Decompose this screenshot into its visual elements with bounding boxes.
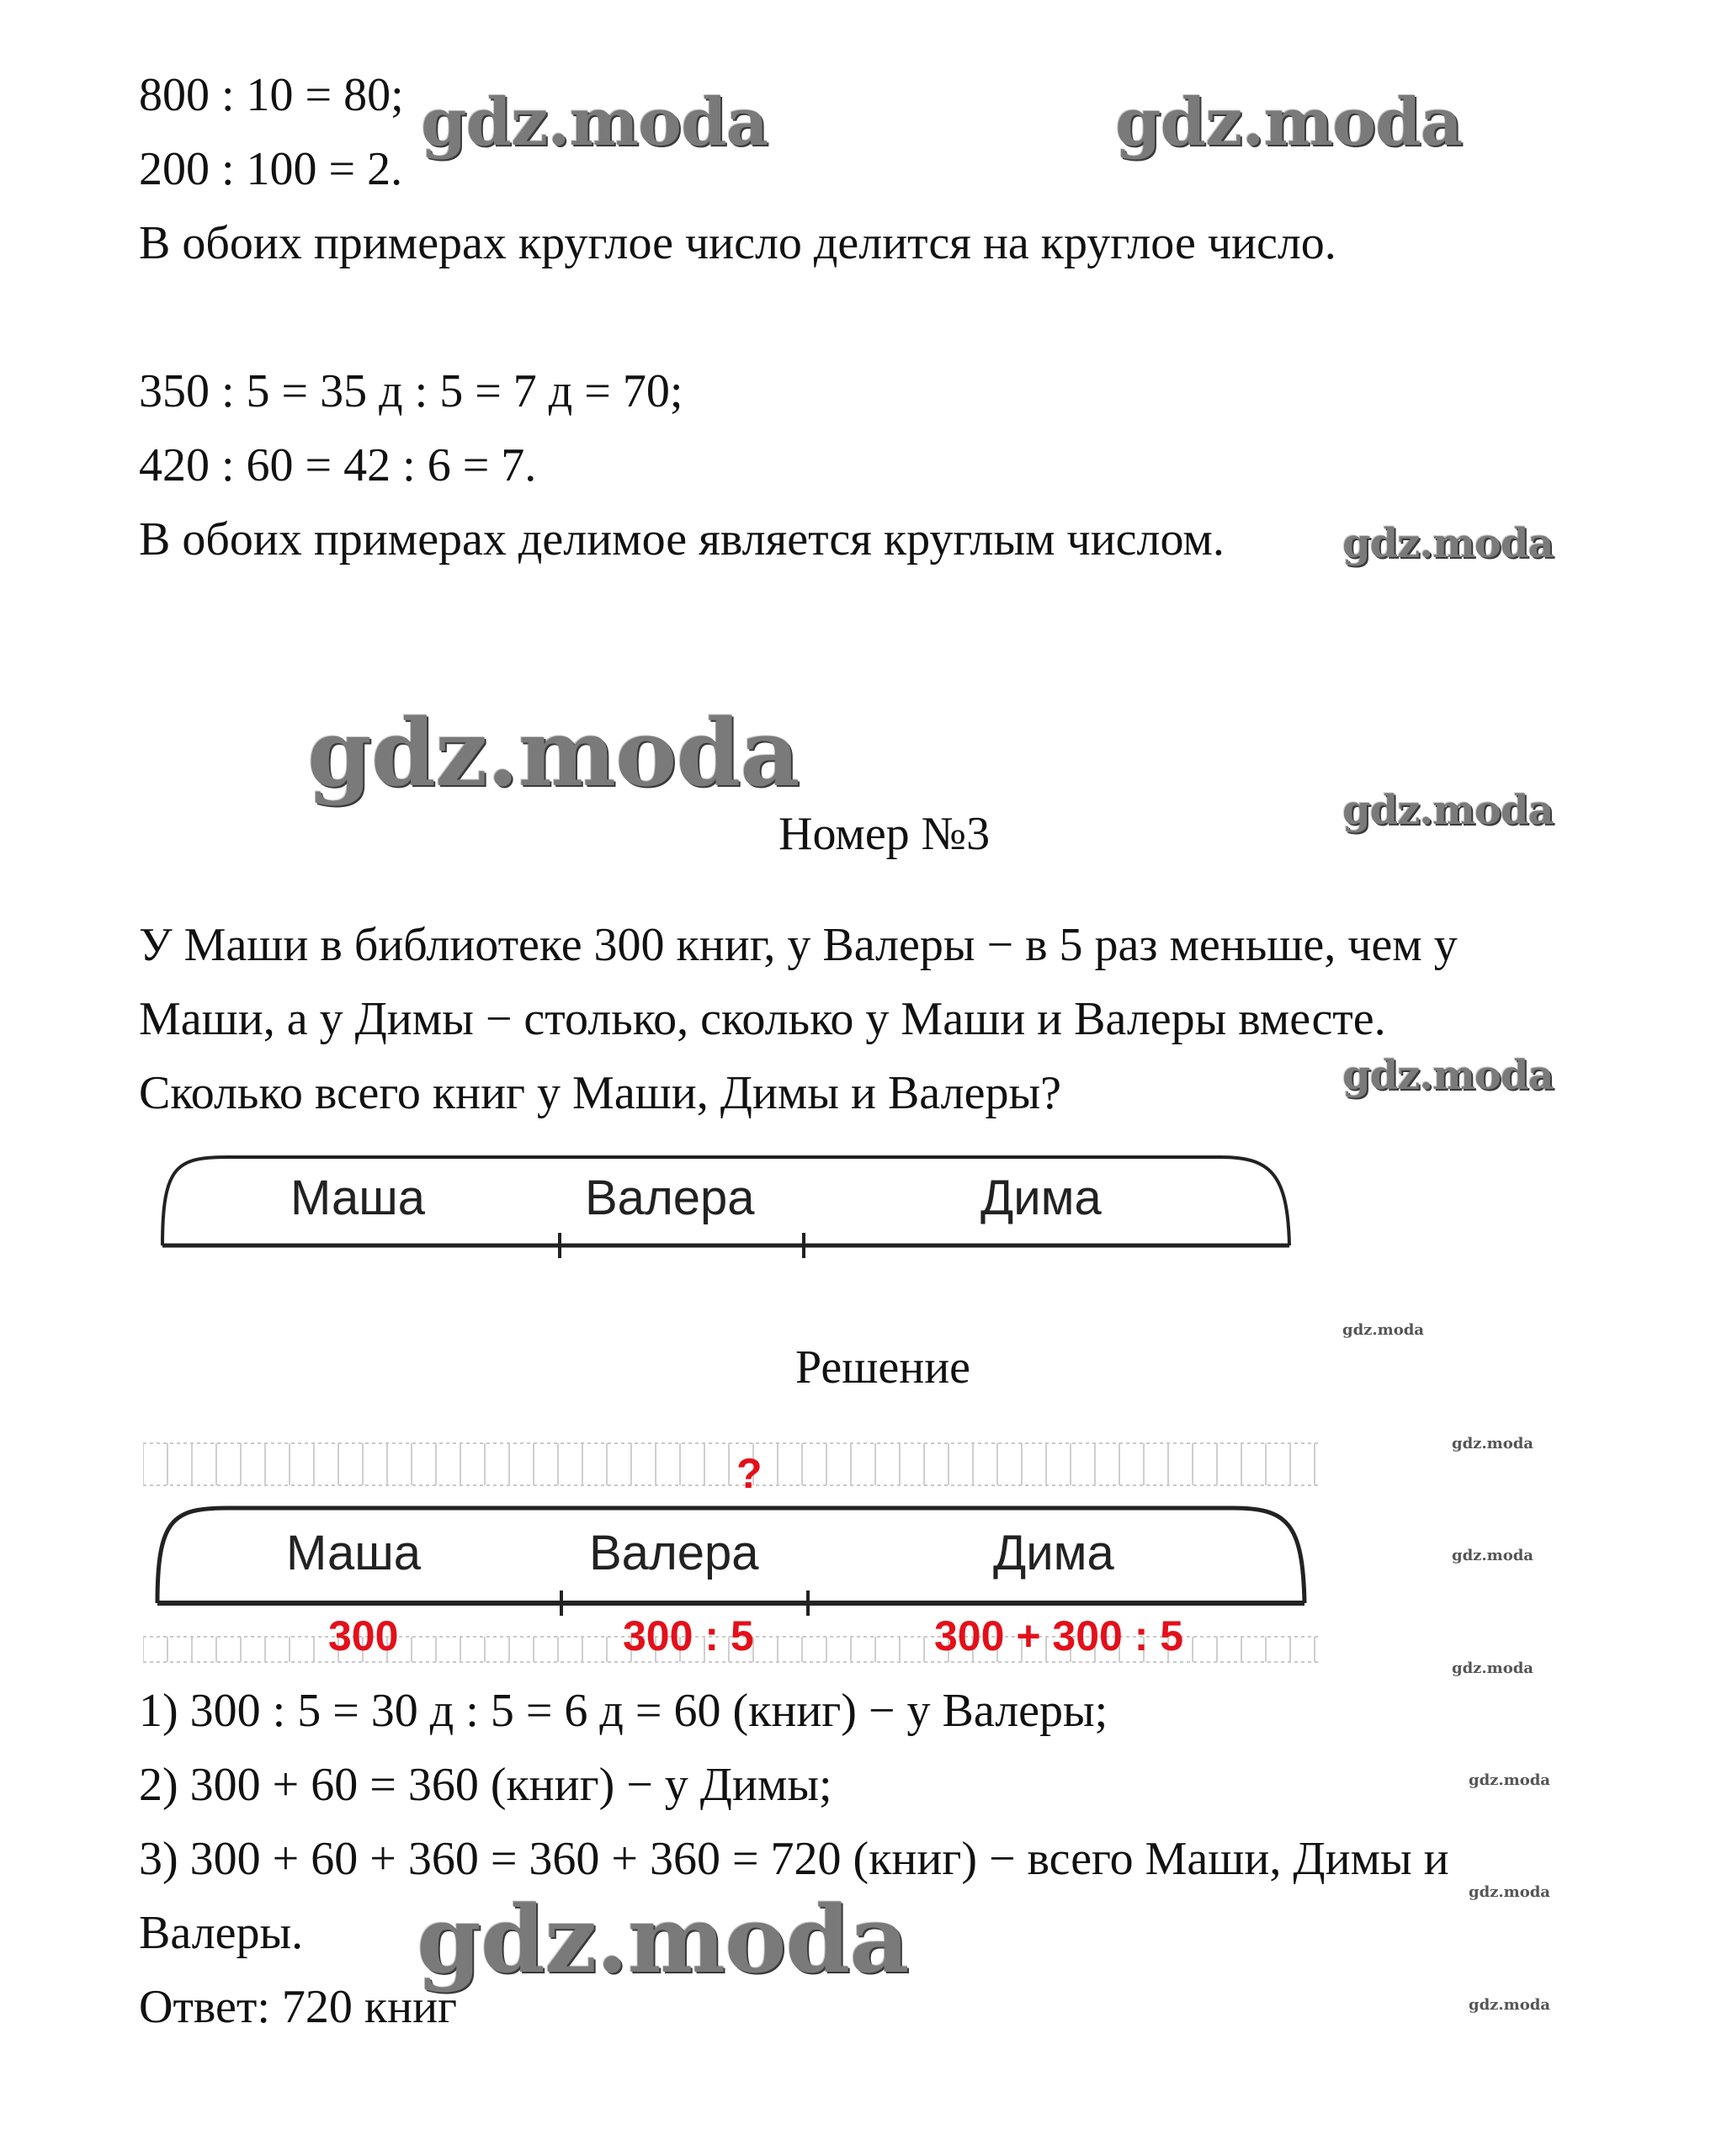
step-3-cont: Валеры. <box>139 1907 304 1959</box>
value-valera: 300 : 5 <box>623 1612 754 1659</box>
label-dima: Дима <box>980 1171 1102 1225</box>
answer: Ответ: 720 книг <box>139 1981 458 2033</box>
step-3: 3) 300 + 60 + 360 = 360 + 360 = 720 (книг) − всего Маши, Димы и <box>139 1833 1449 1885</box>
value-dima: 300 + 300 : 5 <box>934 1612 1184 1659</box>
conclusion-1: В обоих примерах круглое число делится на круглое число. <box>139 217 1336 269</box>
watermark: gdz.moda <box>421 84 768 161</box>
problem-title: Номер №3 <box>778 808 991 860</box>
label-dima-2: Дима <box>993 1526 1114 1580</box>
watermark: gdz.moda <box>1469 1883 1550 1901</box>
watermark: gdz.moda <box>1115 84 1463 161</box>
conclusion-2: В обоих примерах делимое является круглым числом. <box>139 513 1225 566</box>
watermark: gdz.moda <box>1342 787 1554 834</box>
step-2: 2) 300 + 60 = 360 (книг) − у Димы; <box>139 1759 832 1811</box>
watermark: gdz.moda <box>1452 1547 1533 1564</box>
solution-diagram <box>143 1439 1321 1666</box>
watermark: gdz.moda <box>1469 1996 1550 2014</box>
label-valera-2: Валера <box>589 1526 759 1580</box>
problem-text-line-3: Сколько всего книг у Маши, Димы и Валеры? <box>139 1067 1061 1119</box>
problem-text-line-2: Маши, а у Димы − столько, сколько у Маши и Валеры вместе. <box>139 993 1386 1045</box>
watermark: gdz.moda <box>1452 1435 1533 1452</box>
step-1: 1) 300 : 5 = 30 д : 5 = 6 д = 60 (книг) − у Валеры; <box>139 1685 1108 1737</box>
watermark: gdz.moda <box>1342 1052 1554 1099</box>
equation-3: 350 : 5 = 35 д : 5 = 7 д = 70; <box>139 365 683 417</box>
question-mark: ? <box>736 1450 763 1497</box>
watermark: gdz.moda <box>1342 1321 1424 1339</box>
equation-2: 200 : 100 = 2. <box>139 143 403 195</box>
problem-text-line-1: У Маши в библиотеке 300 книг, у Валеры − в 5 раз меньше, чем у <box>139 919 1458 971</box>
watermark: gdz.moda <box>1342 520 1554 567</box>
watermark: gdz.moda <box>1452 1659 1533 1677</box>
value-masha: 300 <box>328 1612 399 1659</box>
solution-title: Решение <box>795 1341 971 1394</box>
label-masha: Маша <box>290 1171 426 1225</box>
segment-diagram <box>151 1149 1313 1267</box>
watermark: gdz.moda <box>1469 1771 1550 1789</box>
label-valera: Валера <box>585 1171 755 1225</box>
label-masha-2: Маша <box>286 1526 422 1580</box>
equation-1: 800 : 10 = 80; <box>139 69 404 121</box>
watermark: gdz.moda <box>307 698 800 807</box>
watermark: gdz.moda <box>417 1885 909 1994</box>
equation-4: 420 : 60 = 42 : 6 = 7. <box>139 439 537 491</box>
